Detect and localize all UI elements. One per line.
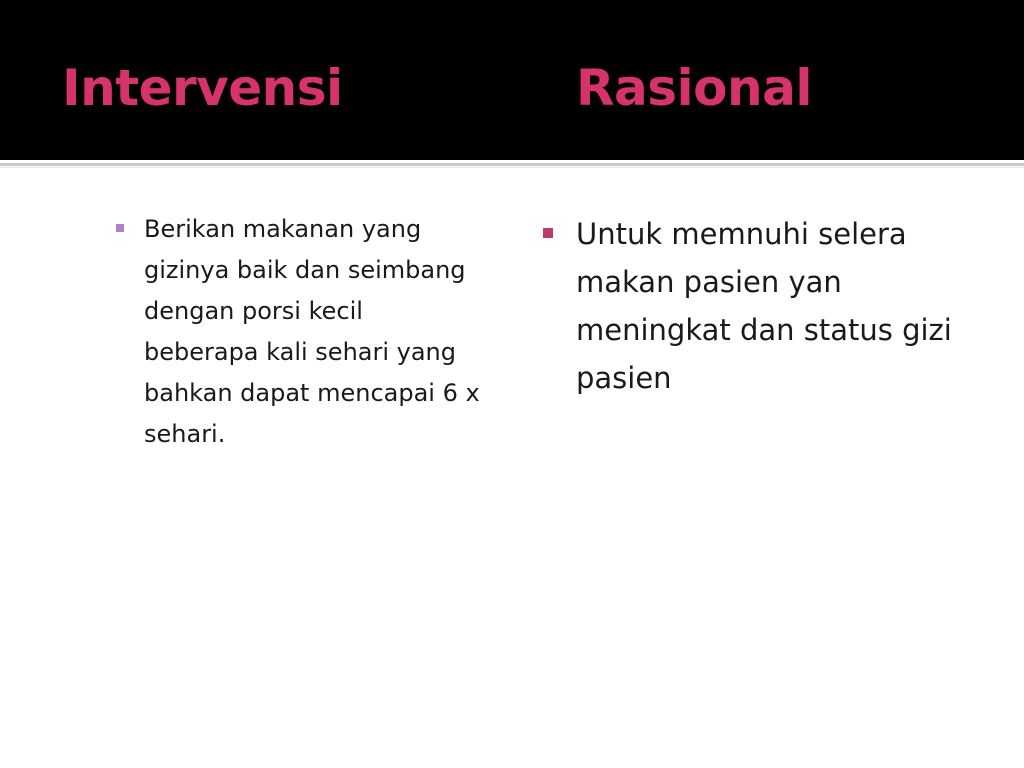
rasional-text: Untuk memnuhi selera makan pasien yan meningkat dan status gizi pasien [576, 217, 952, 395]
title-bar [0, 0, 1024, 160]
rasional-list [576, 210, 976, 402]
column-title-intervensi: Intervensi [62, 59, 343, 117]
column-title-rasional: Rasional [576, 59, 812, 117]
intervensi-text: Berikan makanan yang gizinya baik dan seimbang dengan porsi kecil beberapa kali sehari yang bahkan dapat mencapai 6 x sehari. [144, 215, 480, 448]
square-bullet-icon [543, 228, 553, 238]
header-divider [0, 163, 1024, 166]
square-bullet-icon [116, 224, 124, 232]
list-item [144, 209, 484, 455]
header-divider-shadow [0, 167, 1024, 168]
intervensi-list [144, 209, 484, 455]
list-item [576, 210, 976, 402]
